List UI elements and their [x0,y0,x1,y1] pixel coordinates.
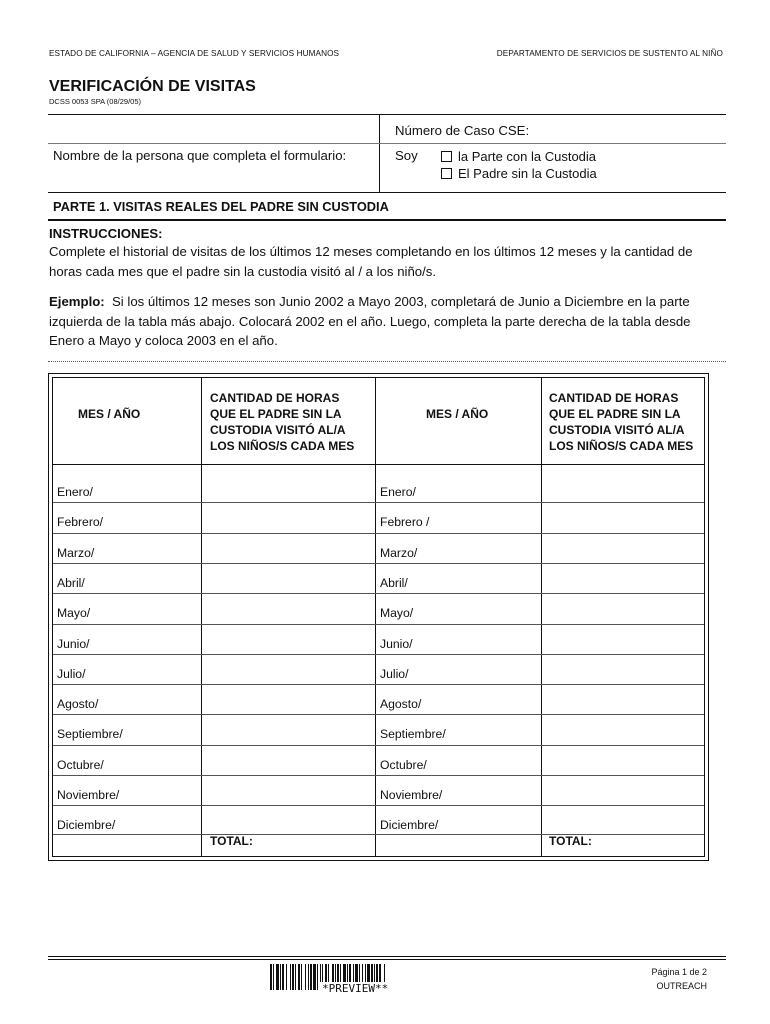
header-rule [53,464,704,465]
noncustodial-checkbox[interactable] [441,168,452,179]
hours-input-left[interactable] [203,716,373,744]
hours-input-right[interactable] [543,595,705,623]
barcode-text: *PREVIEW** [322,982,389,995]
col-divider-1 [201,378,202,856]
visits-table-inner [52,377,705,857]
month-right: Agosto/ [380,697,422,712]
form-number: DCSS 0053 SPA (08/29/05) [49,97,141,106]
hours-input-left[interactable] [203,504,373,532]
dotted-separator [48,361,726,362]
month-left: Marzo/ [57,545,95,560]
instructions-text: Complete el historial de visitas de los últimos 12 meses completando en los últimos 12 meses y la cantidad de horas cada mes que el padre sin la custodia visitó al / a los niño/s. [49,244,693,279]
header-hours-left: CANTIDAD DE HORAS QUE EL PADRE SIN LA CUSTODIA VISITÓ AL/A LOS NIÑOS/S CADA MES [210,391,355,453]
month-right: Mayo/ [380,606,414,621]
row-divider [53,563,704,564]
visits-table [48,373,709,861]
example-label: Ejemplo: [49,294,105,309]
total-left: TOTAL: [210,834,253,848]
name-field[interactable] [53,165,373,189]
month-right: Noviembre/ [380,788,443,802]
month-left: Agosto/ [57,697,99,712]
option-noncustodial[interactable] [441,166,597,181]
month-left: Octubre/ [57,757,104,772]
month-left: Mayo/ [57,606,91,621]
month-left: Julio/ [57,666,86,681]
example-text: Si los últimos 12 meses son Junio 2002 a Mayo 2003, completará de Junio a Diciembre en la parte izquierda de la tabla más abajo. Colocará 2002 en el año. Luego, completa la parte derecha de la tabla desde Enero a Mayo y coloca 2003 en el año. [49,294,691,348]
row-divider [53,654,704,655]
month-left: Abril/ [57,575,85,590]
hours-input-left[interactable] [203,626,373,654]
hours-input-left[interactable] [203,565,373,593]
header-month-right: MES / AÑO [426,407,489,421]
month-left: Enero/ [57,485,93,499]
month-left: Diciembre/ [57,818,116,833]
row-divider [53,502,704,503]
month-left: Junio/ [57,636,90,651]
hours-input-right[interactable] [543,747,705,775]
page-number: Página 1 de 2 [651,967,707,977]
month-right: Abril/ [380,575,408,590]
hours-input-left[interactable] [203,686,373,714]
agency-left: ESTADO DE CALIFORNIA – AGENCIA DE SALUD Y SERVICIOS HUMANOS [49,49,340,58]
month-left: Noviembre/ [57,788,120,802]
hours-input-right[interactable] [543,626,705,654]
case-divider [379,114,380,192]
section-rule [48,219,726,221]
instructions-heading: INSTRUCCIONES: [49,226,163,241]
col-divider-3 [541,378,542,856]
row-divider [53,714,704,715]
footer-rule-2 [48,959,726,960]
row-divider [53,533,704,534]
agency-right: DEPARTAMENTO DE SERVICIOS DE SUSTENTO AL NIÑO [496,49,723,58]
row-divider [53,684,704,685]
form-title: VERIFICACIÓN DE VISITAS [49,78,256,95]
hours-input-left[interactable] [203,474,373,502]
month-right: Diciembre/ [380,818,439,833]
soy-label: Soy [395,148,418,163]
hours-input-right[interactable] [543,474,705,502]
month-right: Enero/ [380,485,416,499]
col-divider-2 [375,378,376,856]
hours-input-left[interactable] [203,595,373,623]
case-number-label: Número de Caso CSE: [395,123,530,138]
month-left: Septiembre/ [57,727,123,742]
hours-input-right[interactable] [543,716,705,744]
noncustodial-label: El Padre sin la Custodia [458,166,597,181]
month-right: Julio/ [380,666,409,681]
hours-input-left[interactable] [203,747,373,775]
hours-input-left[interactable] [203,656,373,684]
hours-input-right[interactable] [543,504,705,532]
hours-input-left[interactable] [203,777,373,805]
program-label: OUTREACH [656,981,707,991]
total-right: TOTAL: [549,834,592,848]
month-right: Marzo/ [380,545,418,560]
header-month-left: MES / AÑO [78,407,141,421]
month-right: Febrero / [380,515,430,530]
hours-input-left[interactable] [203,535,373,563]
section-title: PARTE 1. VISITAS REALES DEL PADRE SIN CUSTODIA [53,199,389,214]
header-hours-right: CANTIDAD DE HORAS QUE EL PADRE SIN LA CUSTODIA VISITÓ AL/A LOS NIÑOS/S CADA MES [549,391,694,453]
row-divider [53,834,704,835]
custodial-checkbox[interactable] [441,151,452,162]
custodial-label: la Parte con la Custodia [458,149,597,164]
hours-input-left[interactable] [203,807,373,835]
hours-input-right[interactable] [543,777,705,805]
hours-input-right[interactable] [543,535,705,563]
hours-input-right[interactable] [543,656,705,684]
row-divider [53,624,704,625]
name-label: Nombre de la persona que completa el formulario: [53,148,347,163]
row-divider [53,593,704,594]
mid-rule [48,143,726,144]
hours-input-right[interactable] [543,807,705,835]
footer-rule-1 [48,956,726,957]
row-divider [53,805,704,806]
hours-input-right[interactable] [543,565,705,593]
month-right: Junio/ [380,636,413,651]
example-paragraph [49,292,729,351]
month-right: Octubre/ [380,757,427,772]
month-left: Febrero/ [57,515,104,530]
row-divider [53,775,704,776]
top-rule [48,114,726,115]
hours-input-right[interactable] [543,686,705,714]
option-custodial[interactable] [441,149,596,164]
row-divider [53,745,704,746]
month-right: Septiembre/ [380,727,446,742]
case-number-field[interactable] [536,120,724,142]
section-top-rule [48,192,726,193]
